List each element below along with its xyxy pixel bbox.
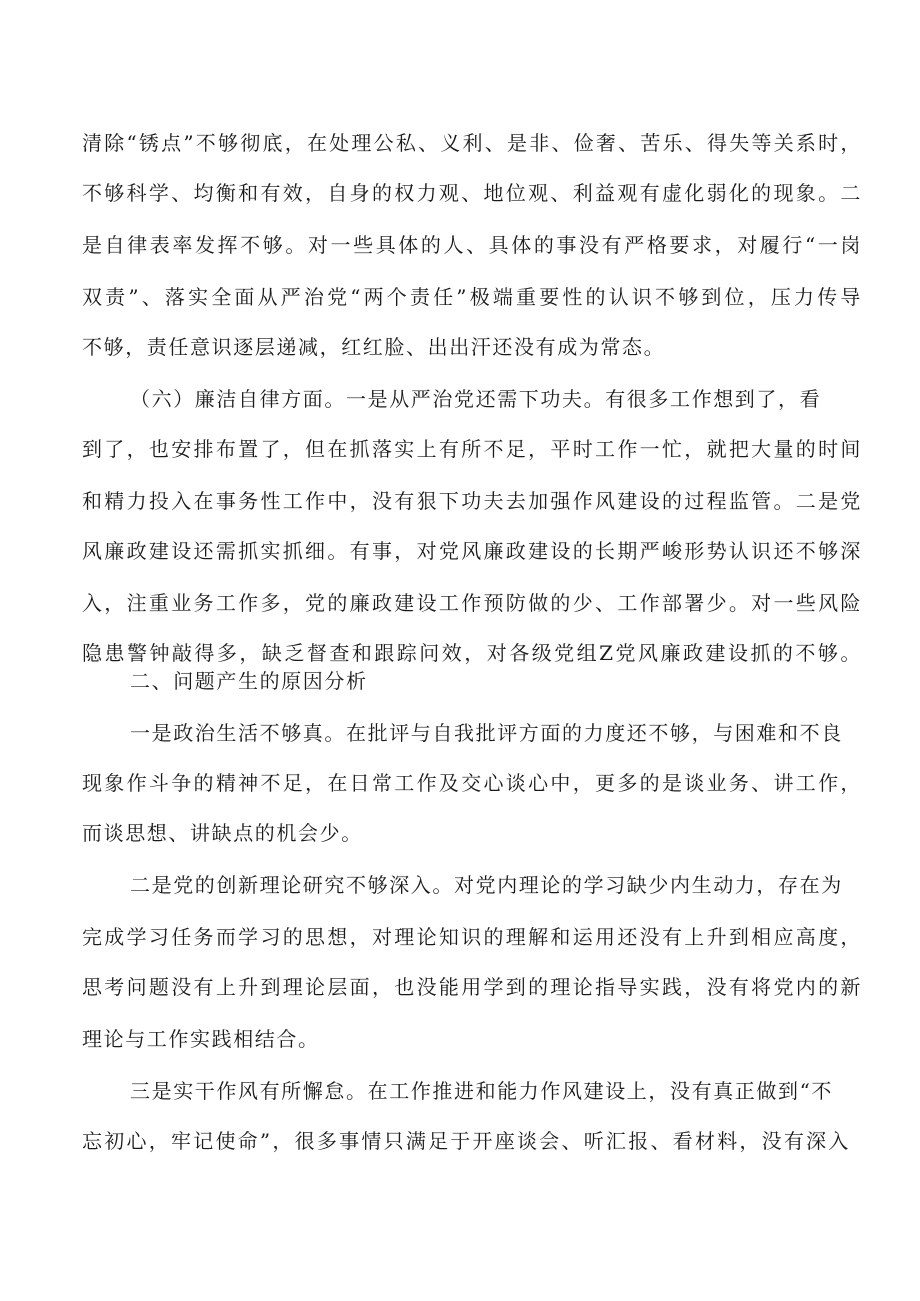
text-line: 不够科学、均衡和有效，自身的权力观、地位观、利益观有虚化弱化的现象。二 (82, 181, 862, 205)
section-heading: 二、问题产生的原因分析 (130, 669, 368, 693)
paragraph-start: 三是实干作风有所懈怠。在工作推进和能力作风建设上，没有真正做到“不 (130, 1079, 834, 1103)
text-line: 隐患警钟敲得多，缺乏督查和跟踪问效，对各级党组Z党风廉政建设抓的不够。 (82, 641, 862, 665)
text-line: 现象作斗争的精神不足，在日常工作及交心谈心中，更多的是谈业务、讲工作， (82, 771, 862, 795)
text-line: 清除“锈点”不够彻底，在处理公私、义利、是非、俭奢、苦乐、得失等关系时， (82, 131, 862, 155)
paragraph-start: 二是党的创新理论研究不够深入。对党内理论的学习缺少内生动力，存在为 (130, 873, 843, 897)
paragraph-start: 一是政治生活不够真。在批评与自我批评方面的力度还不够，与困难和不良 (130, 721, 843, 745)
text-line: 是自律表率发挥不够。对一些具体的人、具体的事没有严格要求，对履行“一岗 (82, 233, 862, 257)
text-line: 而谈思想、讲缺点的机会少。 (82, 821, 363, 845)
text-line: 理论与工作实践相结合。 (82, 1027, 320, 1051)
paragraph-start: （六）廉洁自律方面。一是从严治党还需下功夫。有很多工作想到了，看 (130, 387, 822, 411)
text-line: 完成学习任务而学习的思想，对理论知识的理解和运用还没有上升到相应高度， (82, 925, 862, 949)
text-line: 和精力投入在事务性工作中，没有狠下功夫去加强作风建设的过程监管。二是党 (82, 489, 862, 513)
text-line: 到了，也安排布置了，但在抓落实上有所不足，平时工作一忙，就把大量的时间 (82, 437, 862, 461)
text-line: 双责”、落实全面从严治党“两个责任”极端重要性的认识不够到位，压力传导 (82, 285, 862, 309)
text-line: 思考问题没有上升到理论层面，也没能用学到的理论指导实践，没有将党内的新 (82, 975, 862, 999)
text-line: 忘初心，牢记使命”，很多事情只满足于开座谈会、听汇报、看材料，没有深入 (82, 1129, 850, 1153)
text-line: 风廉政建设还需抓实抓细。有事，对党风廉政建设的长期严峻形势认识还不够深 (82, 539, 862, 563)
text-line: 不够，责任意识逐层递减，红红脸、出出汗还没有成为常态。 (82, 335, 666, 359)
text-line: 入，注重业务工作多，党的廉政建设工作预防做的少、工作部署少。对一些风险 (82, 591, 862, 615)
